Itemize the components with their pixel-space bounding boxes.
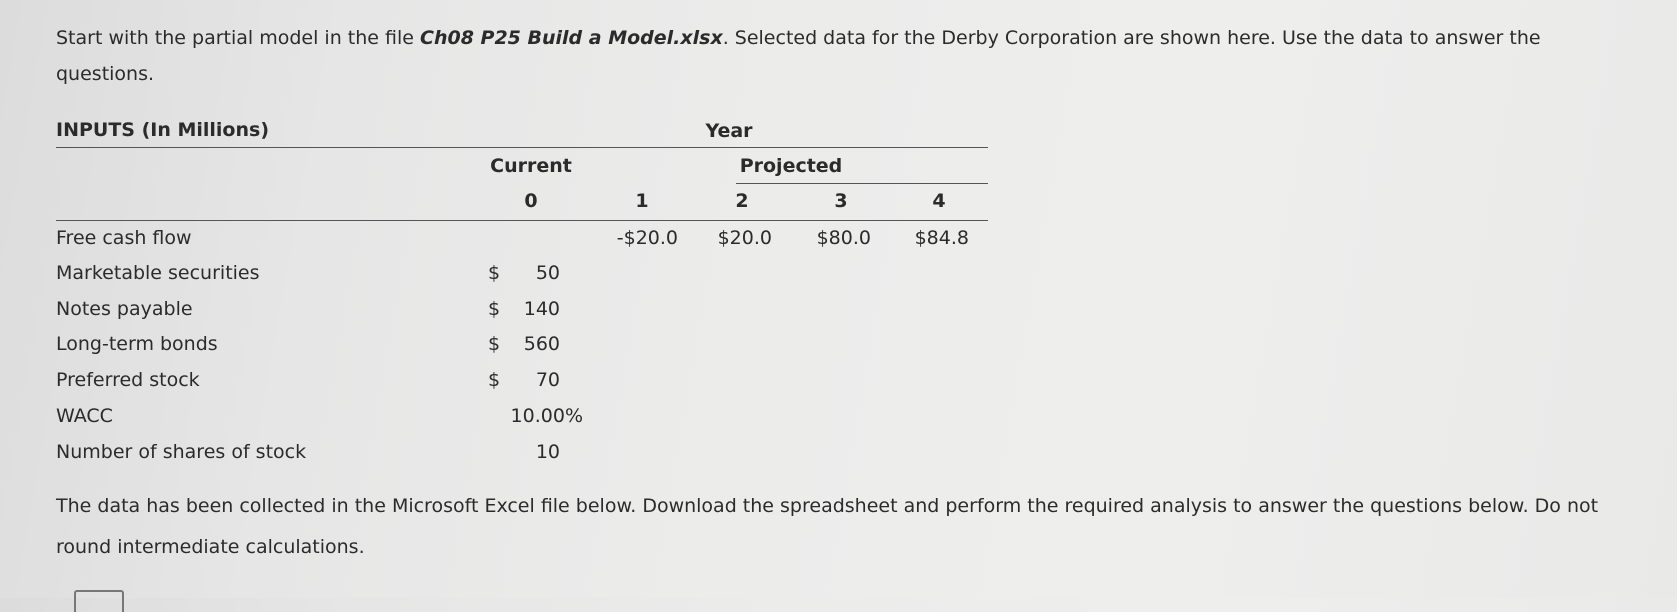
- column-header-1: 1: [635, 190, 649, 212]
- free-cash-flow-year-3: $80.0: [816, 227, 871, 249]
- long-term-bonds-currency: $: [488, 333, 501, 355]
- projected-rule: [736, 183, 988, 184]
- notes-payable-value: 140: [523, 298, 560, 320]
- row-label-free-cash-flow: Free cash flow: [56, 227, 192, 249]
- free-cash-flow-year-1: -$20.0: [616, 227, 678, 249]
- row-label-long-term-bonds: Long-term bonds: [56, 333, 218, 355]
- table-title: INPUTS (In Millions): [56, 119, 270, 141]
- column-header-0: 0: [524, 190, 538, 212]
- year-header: Year: [705, 120, 753, 142]
- spreadsheet-file-icon[interactable]: [74, 590, 124, 612]
- projected-header: Projected: [739, 155, 843, 177]
- header-rule: [56, 220, 988, 221]
- row-label-wacc: WACC: [56, 405, 113, 427]
- current-header: Current: [490, 155, 572, 177]
- free-cash-flow-year-2: $20.0: [717, 227, 772, 249]
- column-header-3: 3: [834, 190, 848, 212]
- outro-paragraph: The data has been collected in the Microsoft Excel file below. Download the spreadsheet and perform the required analysis to answer the questions below. Do not round intermediate calculations.: [56, 495, 1599, 558]
- row-label-marketable-securities: Marketable securities: [56, 262, 260, 284]
- row-label-preferred-stock: Preferred stock: [56, 369, 200, 391]
- marketable-securities-currency: $: [488, 262, 501, 284]
- column-header-4: 4: [932, 190, 946, 212]
- notes-payable-currency: $: [488, 298, 501, 320]
- long-term-bonds-value: 560: [523, 333, 560, 355]
- row-label-number-of-shares: Number of shares of stock: [56, 441, 307, 463]
- intro-text-after: . Selected data for the Derby Corporation are shown here. Use the data to answer the questions.: [56, 27, 1541, 85]
- intro-paragraph: [56, 20, 1616, 92]
- row-label-notes-payable: Notes payable: [56, 298, 193, 320]
- marketable-securities-value: 50: [535, 262, 560, 284]
- free-cash-flow-year-4: $84.8: [914, 227, 969, 249]
- column-header-2: 2: [735, 190, 749, 212]
- title-rule: [56, 147, 988, 148]
- number-of-shares-value: 10: [535, 441, 560, 463]
- intro-filename: Ch08 P25 Build a Model.xlsx: [420, 27, 723, 49]
- preferred-stock-value: 70: [535, 369, 560, 391]
- preferred-stock-currency: $: [488, 369, 501, 391]
- intro-text-before: Start with the partial model in the file: [56, 27, 420, 49]
- wacc-value: 10.00%: [510, 405, 583, 427]
